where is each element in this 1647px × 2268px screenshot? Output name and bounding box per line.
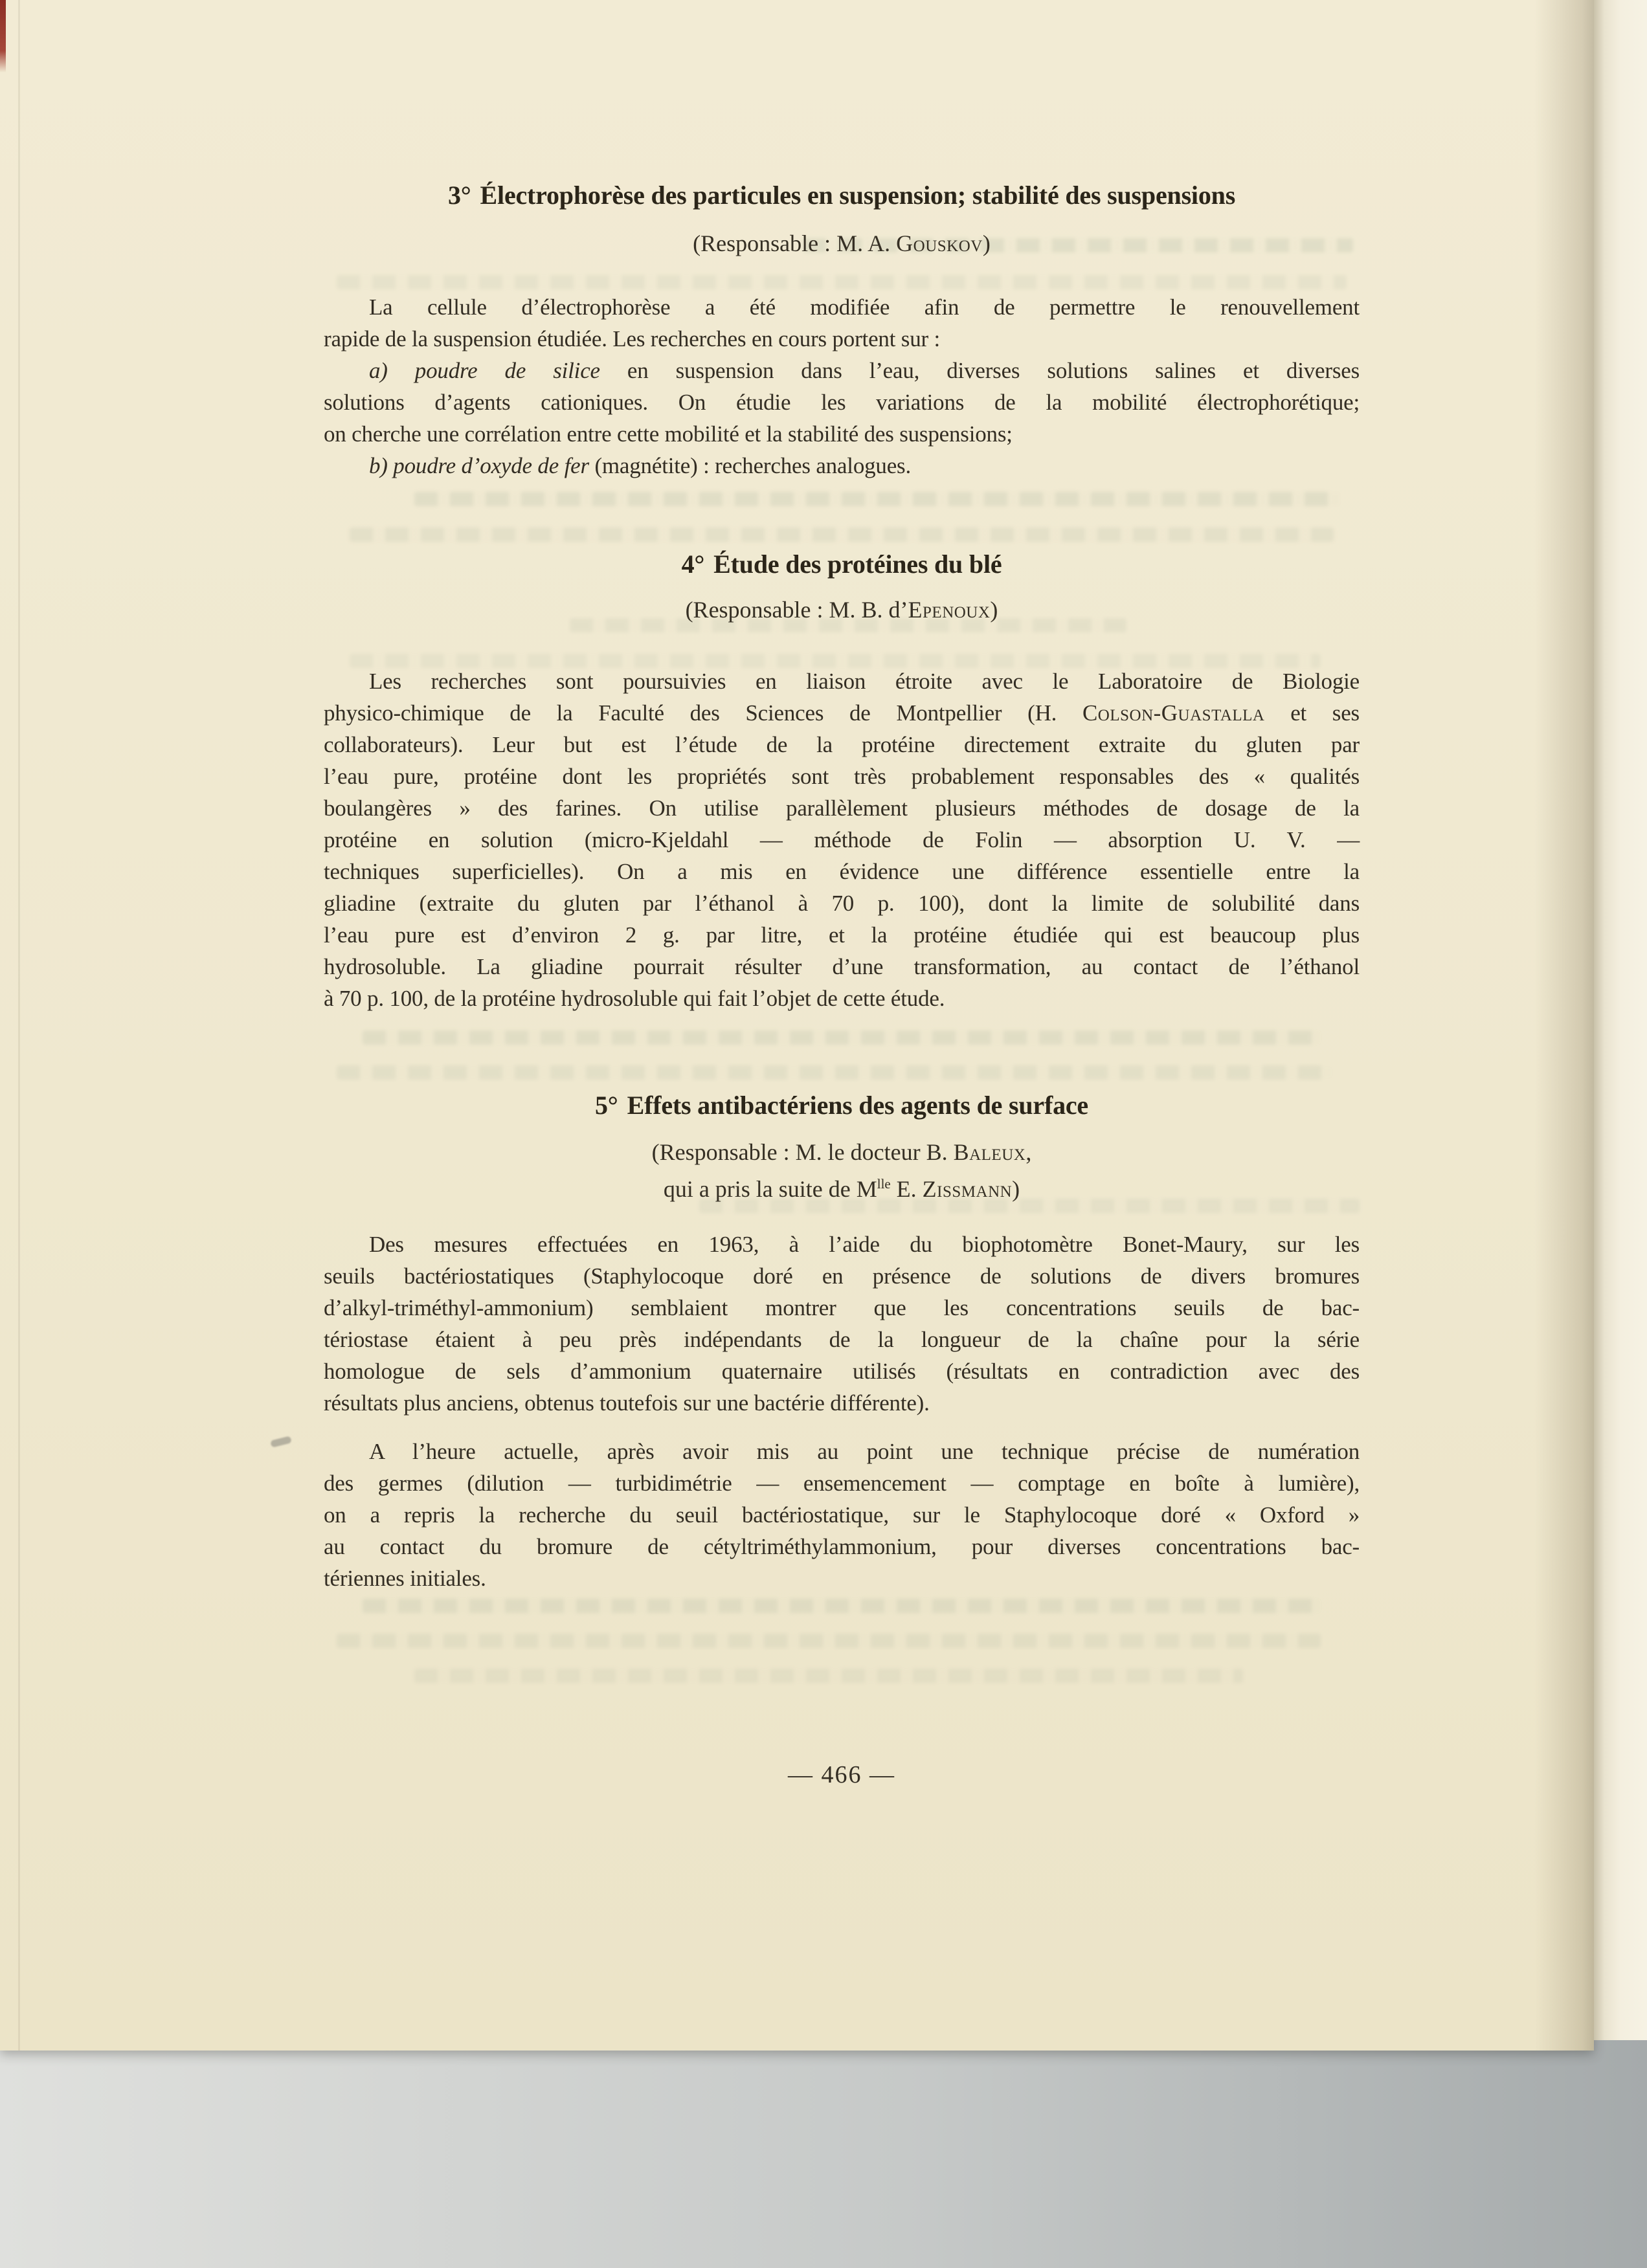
text-run: l’eau pure est d’environ 2 g. par litre, et la protéine étudiée qui est beaucoup plus [324, 922, 1360, 948]
text-run: on cherche une corrélation entre cette mobilité et la stabilité des suspensions; [324, 421, 1013, 447]
text-run: Les recherches sont poursuivies en liaison étroite avec le Laboratoire de Biologie [369, 669, 1360, 694]
text-run: collaborateurs). Leur but est l’étude de la protéine directement extraite du gluten par [324, 732, 1360, 757]
text-run: Colson-Guastalla [1082, 700, 1265, 726]
text-run: (Responsable : M. le docteur B. [651, 1139, 954, 1165]
text-run: La cellule d’électrophorèse a été modifiée afin de permettre le renouvellement [369, 295, 1360, 320]
text-run: solutions d’agents cationiques. On étudie les variations de la mobilité électrophorétique; [324, 390, 1360, 415]
text-run: (Responsable : M. B. d’ [685, 597, 908, 623]
text-run: et ses [1264, 700, 1360, 726]
text-run: physico-chimique de la Faculté des Sciences de Montpellier (H. [324, 700, 1082, 726]
text-run: gliadine (extraite du gluten par l’éthanol à 70 p. 100), dont la limite de solubilité dans [324, 891, 1360, 916]
section-5-number: 5° [594, 1091, 618, 1120]
text-run: (Responsable : M. A. [693, 230, 897, 256]
page-number: — 466 — [788, 1761, 895, 1788]
text-run: Gouskov [896, 230, 983, 256]
text-run: E. [890, 1176, 923, 1202]
text-line [324, 1355, 1360, 1387]
text-line [324, 323, 1360, 355]
text-run: en suspension dans l’eau, diverses solutions salines et diverses [599, 358, 1360, 383]
section-5-paragraph-1 [324, 1228, 1360, 1419]
text-line [324, 1324, 1360, 1355]
text-run: résultats plus anciens, obtenus toutefois sur une bactérie différente). [324, 1390, 930, 1416]
text-run: a) poudre de silice [369, 358, 600, 383]
text-line [324, 1562, 1360, 1594]
text-run: hydrosoluble. La gliadine pourrait résulter d’une transformation, au contact de l’éthanol [324, 954, 1360, 979]
section-3-paragraph [324, 291, 1360, 355]
left-fold-line [18, 0, 20, 2051]
next-page-edge [1594, 0, 1647, 2040]
text-line [324, 1260, 1360, 1292]
red-binding-sliver [0, 0, 6, 72]
text-run: tériennes initiales. [324, 1566, 486, 1591]
section-4-paragraph [324, 665, 1360, 1014]
text-run: on a repris la recherche du seuil bactériostatique, sur le Staphylocoque doré « Oxford » [324, 1502, 1360, 1528]
section-4-responsable [324, 594, 1360, 625]
text-run: qui a pris la suite de M [663, 1176, 877, 1202]
text-run: tériostase étaient à peu près indépendants de la longueur de la chaîne pour la série [324, 1327, 1360, 1352]
text-line [324, 951, 1360, 983]
section-4-number: 4° [681, 550, 705, 579]
text-line [324, 1467, 1360, 1499]
text-line [324, 856, 1360, 887]
text-run: d’alkyl-triméthyl-ammonium) semblaient montrer que les concentrations seuils de bac- [324, 1295, 1360, 1320]
text-run: techniques superficielles). On a mis en évidence une différence essentielle entre la [324, 859, 1360, 884]
text-line [324, 887, 1360, 919]
bleedthrough-line [414, 1669, 1243, 1683]
text-line [324, 824, 1360, 856]
text-run: lle [877, 1176, 891, 1192]
text-line [324, 386, 1360, 418]
bleedthrough-line [337, 275, 1347, 289]
bleedthrough-line [363, 1030, 1321, 1045]
text-line [324, 450, 1360, 482]
section-3-responsable [324, 228, 1360, 259]
text-run: homologue de sels d’ammonium quaternaire utilisés (résultats en contradiction avec des [324, 1359, 1360, 1384]
text-line [324, 418, 1360, 450]
text-line [324, 1228, 1360, 1260]
text-line [324, 1499, 1360, 1531]
text-run: ) [990, 597, 998, 623]
text-run: , [1025, 1139, 1032, 1165]
text-line [324, 291, 1360, 323]
section-5-heading [324, 1089, 1360, 1122]
text-run: rapide de la suspension étudiée. Les recherches en cours portent sur : [324, 326, 941, 351]
section-3-title: Électrophorèse des particules en suspension; stabilité des suspensions [480, 181, 1236, 210]
text-run: ) [982, 230, 991, 256]
text-line [324, 792, 1360, 824]
text-run: Des mesures effectuées en 1963, à l’aide du biophotomètre Bonet-Maury, sur les [369, 1232, 1360, 1257]
text-line [324, 355, 1360, 386]
text-line [324, 1387, 1360, 1419]
bleedthrough-line [414, 492, 1340, 506]
text-line [324, 1436, 1360, 1467]
bleedthrough-line [337, 1065, 1334, 1080]
text-line [324, 729, 1360, 761]
section-3-heading [324, 179, 1360, 212]
text-run: Epenoux [908, 597, 991, 623]
text-run: (magnétite) : recherches analogues. [588, 453, 912, 478]
section-3-number: 3° [447, 181, 471, 210]
section-3-item-b [324, 450, 1360, 482]
text-line [324, 665, 1360, 697]
section-5-responsable-line-1 [324, 1137, 1360, 1168]
text-run: à 70 p. 100, de la protéine hydrosoluble qui fait l’objet de cette étude. [324, 986, 945, 1011]
text-run: b) poudre d’oxyde de fer [369, 453, 589, 478]
section-4-title: Étude des protéines du blé [713, 550, 1002, 579]
paper-smudge-mark [270, 1436, 292, 1447]
text-run: Zissmann [922, 1176, 1013, 1202]
page-curve-shadow [1534, 0, 1594, 2051]
section-5-responsable-line-2 [324, 1173, 1360, 1205]
text-run: au contact du bromure de cétyltriméthylammonium, pour diverses concentrations bac- [324, 1534, 1360, 1559]
bleedthrough-line [337, 1634, 1321, 1648]
text-line [324, 697, 1360, 729]
text-run: protéine en solution (micro-Kjeldahl — méthode de Folin — absorption U. V. — [324, 827, 1360, 852]
text-run: ) [1012, 1176, 1020, 1202]
text-run: l’eau pure, protéine dont les propriétés sont très probablement responsables des « qualités [324, 764, 1360, 789]
section-5-paragraph-2 [324, 1436, 1360, 1594]
section-4-heading [324, 548, 1360, 581]
text-line [324, 919, 1360, 951]
section-3-item-a [324, 355, 1360, 450]
section-5-title: Effets antibactériens des agents de surface [627, 1091, 1088, 1120]
text-line [324, 983, 1360, 1014]
text-run: A l’heure actuelle, après avoir mis au point une technique précise de numération [369, 1439, 1360, 1464]
bleedthrough-line [350, 528, 1334, 542]
text-line [324, 761, 1360, 792]
text-run: Baleux [953, 1139, 1026, 1165]
text-run: boulangères » des farines. On utilise parallèlement plusieurs méthodes de dosage de la [324, 795, 1360, 821]
text-line [324, 1531, 1360, 1562]
text-run: des germes (dilution — turbidimétrie — ensemencement — comptage en boîte à lumière), [324, 1471, 1360, 1496]
text-run: seuils bactériostatiques (Staphylocoque doré en présence de solutions de divers bromures [324, 1263, 1360, 1289]
bleedthrough-line [363, 1599, 1321, 1613]
text-line [324, 1292, 1360, 1324]
